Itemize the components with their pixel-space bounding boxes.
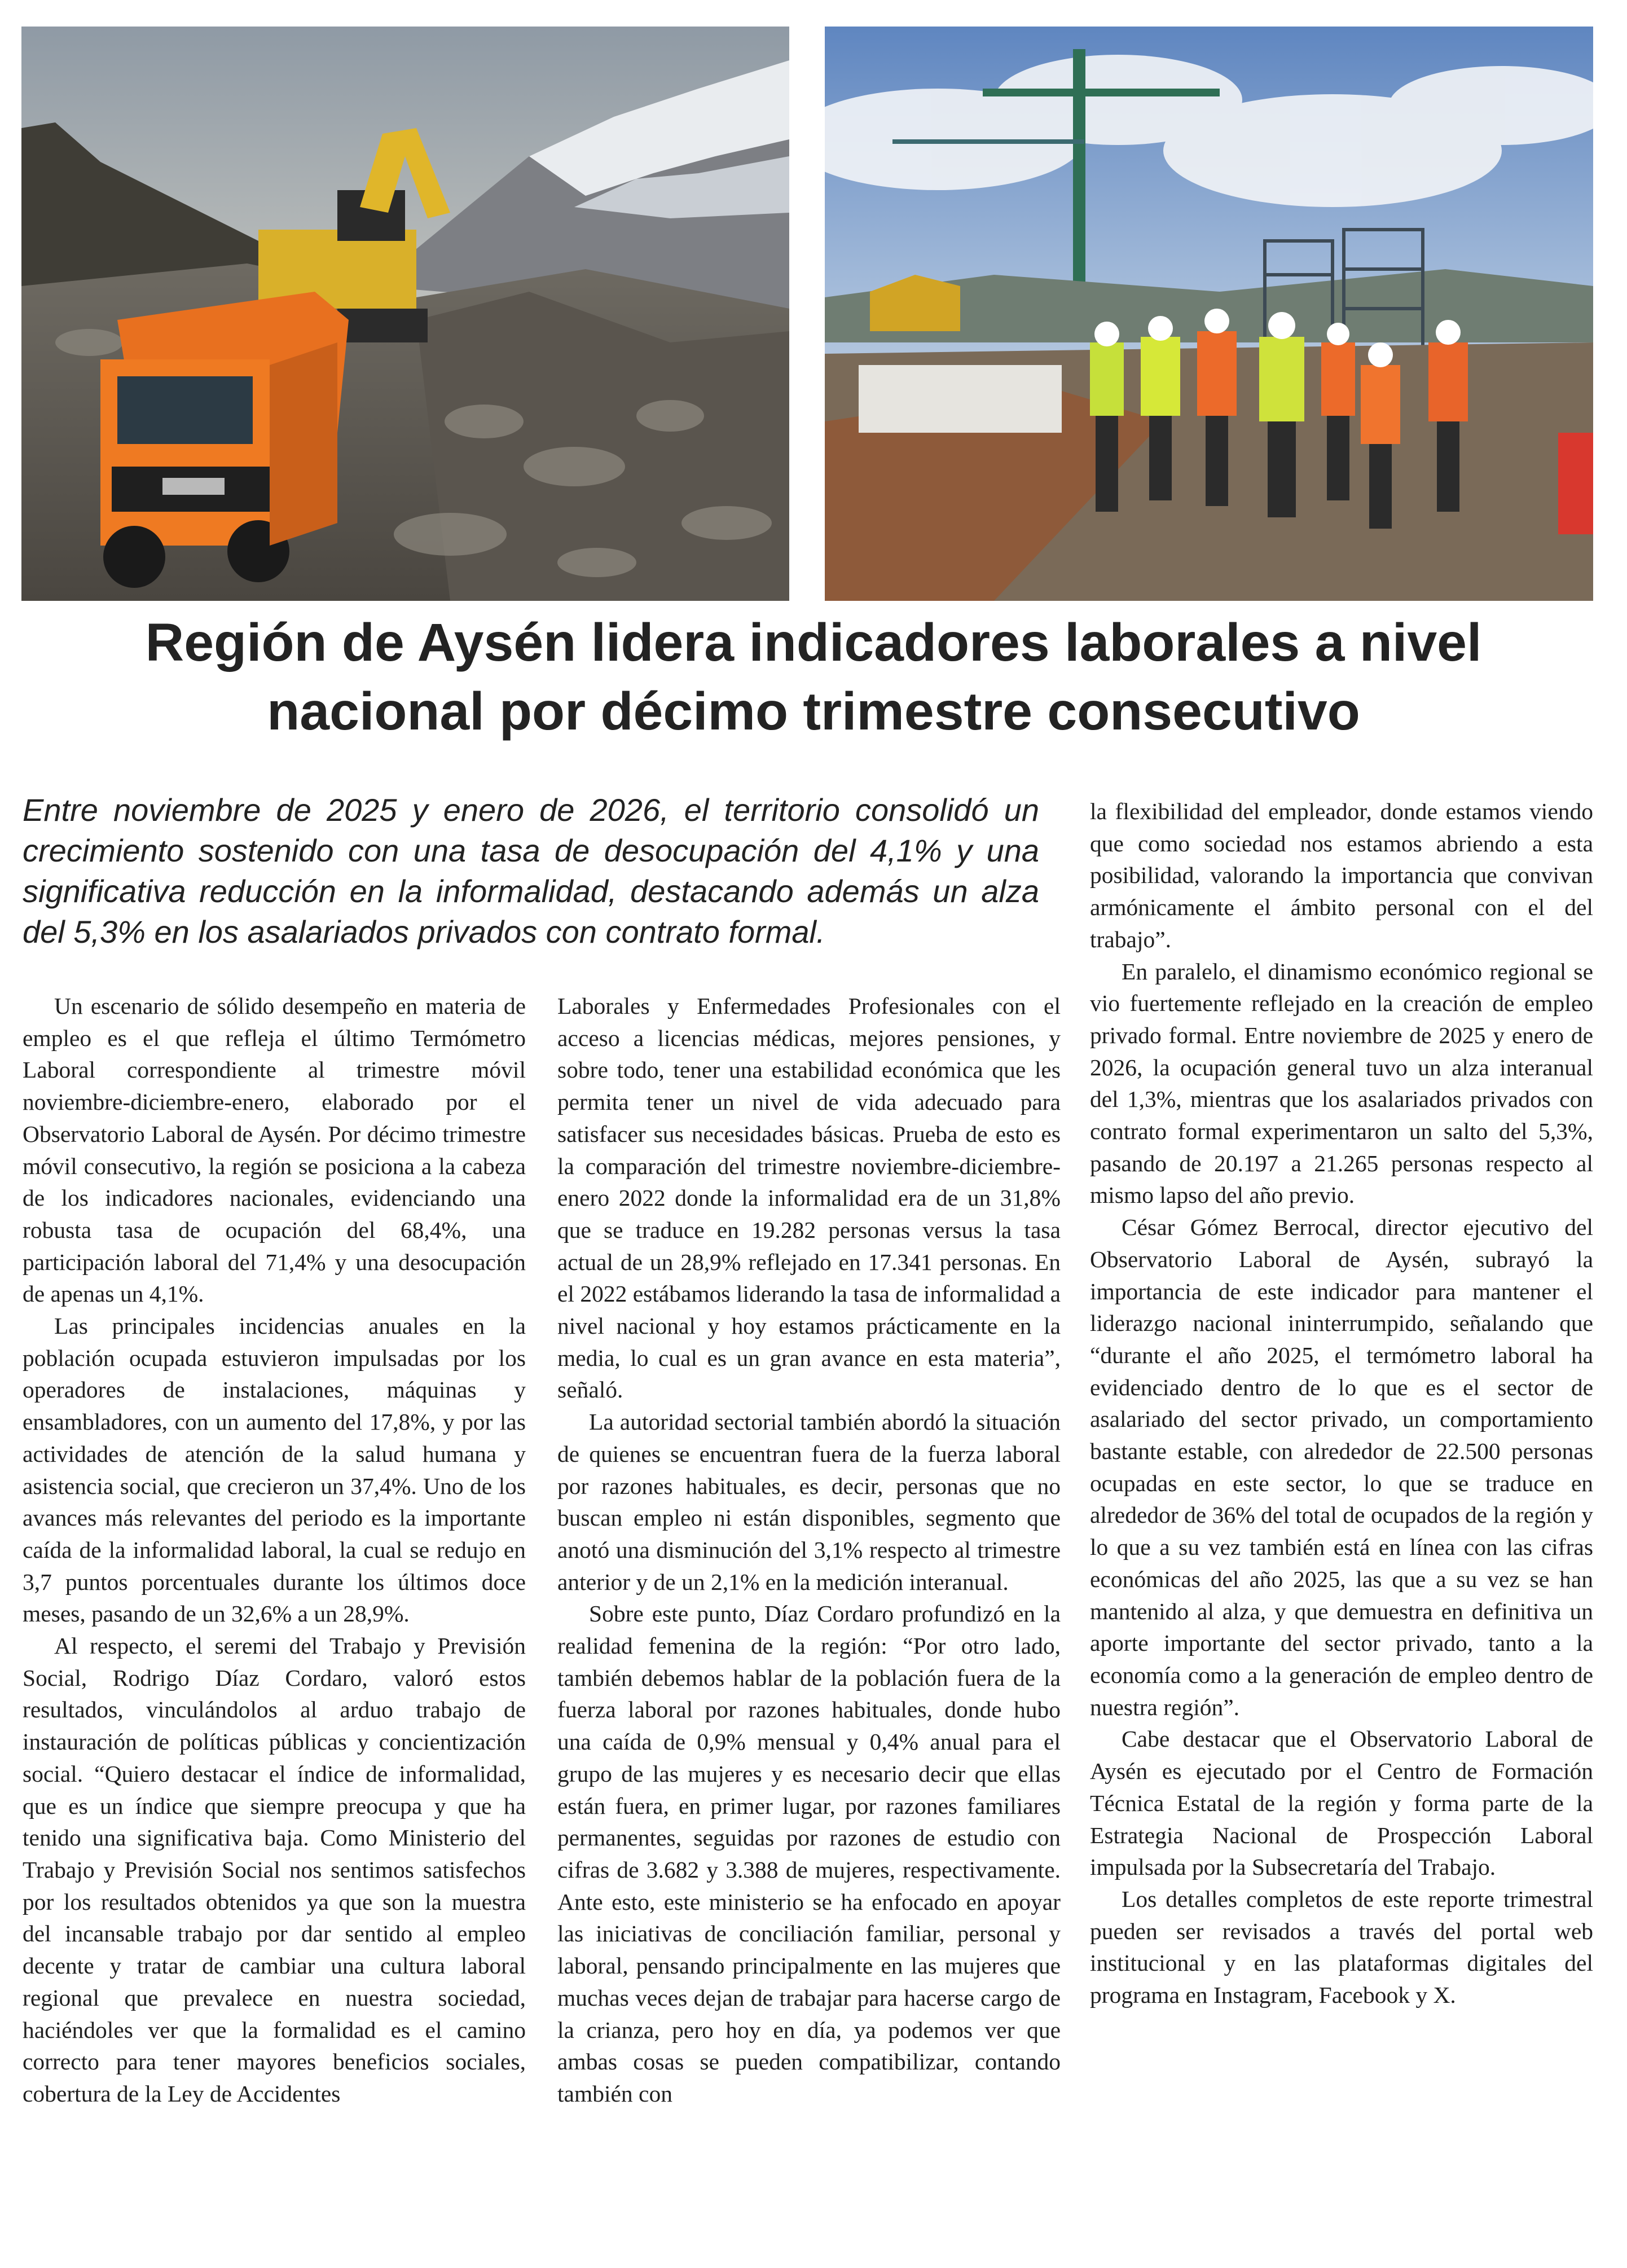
paragraph: Los detalles completos de este reporte trimestral pueden ser revisados a través del portal web institucional y en las plataformas digitales del programa en Instagram, Facebook y X. [1090,1885,1593,2008]
headline [34,608,1593,746]
headline-line-1: Región de Aysén lidera indicadores laborales a nivel [145,613,1482,673]
paragraph: Cabe destacar que el Observatorio Laboral de Aysén es ejecutado por el Centro de Formación Técnica Estatal de la región y forma parte de la Estrategia Nacional de Prospección Laboral impulsada por la Subsecretaría del Trabajo. [1090,1726,1593,1880]
paragraph: Al respecto, el seremi del Trabajo y Previsión Social, Rodrigo Díaz Cordaro, valoró estos resultados, vinculándolos al arduo trabajo de instauración de políticas públicas y concientización social. “Quiero destacar el índice de informalidad, que es un índice que siempre preocupa y que ha tenido una significativa baja. Como Ministerio del Trabajo y Previsión Social nos sentimos satisfechos por los resultados obtenidos ya que son la muestra del incansable trabajo por dar sentido al empleo decente y tratar de cambiar una cultura laboral regional que prevalece en nuestra sociedad, haciéndoles ver que la formalidad es el camino correcto para tener mayores beneficios sociales, cobertura de la Ley de Accidentes [23,1633,526,2107]
article-column-1 [23,990,526,2110]
paragraph: Un escenario de sólido desempeño en materia de empleo es el que refleja el último Termómetro Laboral correspondiente al trimestre móvil noviembre-diciembre-enero, elaborado por el Observatorio Laboral de Aysén. Por décimo trimestre móvil consecutivo, la región se posiciona a la cabeza de los indicadores nacionales, evidenciando una robusta tasa de ocupación del 68,4%, una participación laboral del 71,4% y una desocupación de apenas un 4,1%. [23,993,526,1307]
paragraph: Sobre este punto, Díaz Cordaro profundizó en la realidad femenina de la región: “Por otro lado, también debemos hablar de la población fuera de la fuerza laboral por razones habituales, donde hubo una caída de 0,9% mensual y 0,4% anual para el grupo de las mujeres y es necesario decir que ellas están fuera, en primer lugar, por razones familiares permanentes, seguidas por razones de estudio con cifras de 3.682 y 3.388 de mujeres, respectivamente. Ante esto, este ministerio se ha enfocado en apoyar las iniciativas de conciliación familiar, personal y laboral, pensando principalmente en las mujeres que muchas veces dejan de trabajar para hacerse cargo de la crianza, pero hoy en día, ya podemos ver que ambas cosas se pueden compatibilizar, contando también con [557,1601,1061,2107]
paragraph: En paralelo, el dinamismo económico regional se vio fuertemente reflejado en la creación de empleo privado formal. Entre noviembre de 2025 y enero de 2026, la ocupación general tuvo un alza interanual del 1,3%, mientras que los asalariados privados con contrato formal experimentaron un salto del 5,3%, pasando de 20.197 a 21.265 personas respecto al mismo lapso del año previo. [1090,958,1593,1208]
construction-site-illustration [825,27,1593,601]
paragraph: César Gómez Berrocal, director ejecutivo del Observatorio Laboral de Aysén, subrayó la importancia de este indicador para mantener el liderazgo nacional ininterrumpido, señalando que “durante el año 2025, el termómetro laboral ha evidenciado dentro de lo que es el sector de asalariado del sector privado, un comportamiento bastante estable, con alrededor de 22.500 personas ocupadas en este sector, lo que se traduce en alrededor de 36% del total de ocupados de la región y lo que a su vez también está en línea con las cifras económicas del año 2025, las que a su vez se han mantenido al alza, y que demuestra en definitiva un aporte importante del sector privado, tanto a la economía como a la generación de empleo dentro de nuestra región”. [1090,1214,1593,1720]
quarry-truck-photo [21,27,789,601]
paragraph-continued: Laborales y Enfermedades Profesionales con el acceso a licencias médicas, mejores pensiones, y sobre todo, tener una estabilidad económica que les permita tener un nivel de vida adecuado para satisfacer sus necesidades básicas. Prueba de esto es la comparación del trimestre noviembre-diciembre-enero 2022 donde la informalidad era de un 31,8% que se traduce en 19.282 personas versus la tasa actual de un 28,9% reflejado en 17.341 personas. En el 2022 estábamos liderando la tasa de informalidad a nivel nacional y hoy estamos prácticamente en la media, lo cual es un gran avance en esta materia”, señaló. [557,993,1061,1403]
quarry-truck-illustration [21,27,789,601]
construction-workers-photo [825,27,1593,601]
headline-line-2: nacional por décimo trimestre consecutivo [267,682,1360,741]
article-column-3 [1090,795,1593,2011]
paragraph: La autoridad sectorial también abordó la situación de quienes se encuentran fuera de la fuerza laboral por razones habituales, es decir, personas que no buscan empleo ni están disponibles, segmento que anotó una disminución del 3,1% respecto al trimestre anterior y de un 2,1% en la medición interanual. [557,1409,1061,1595]
paragraph-continued: la flexibilidad del empleador, donde estamos viendo que como sociedad nos estamos abriendo a esta posibilidad, valorando la importancia que convivan armónicamente el ámbito personal con el del trabajo”. [1090,798,1593,952]
lead-paragraph: Entre noviembre de 2025 y enero de 2026, el territorio consolidó un crecimiento sostenido con una tasa de desocupación del 4,1% y una significativa reducción en la informalidad, destacando además un alza del 5,3% en los asalariados privados con contrato formal. [23,792,1039,950]
article-column-2 [557,990,1061,2110]
paragraph: Las principales incidencias anuales en la población ocupada estuvieron impulsadas por los operadores de instalaciones, máquinas y ensambladores, con un aumento del 17,8%, y por las actividades de atención de la salud humana y asistencia social, que crecieron un 37,4%. Uno de los avances más relevantes del periodo es la importante caída de la informalidad laboral, la cual se redujo en 3,7 puntos porcentuales durante los últimos doce meses, pasando de un 32,6% a un 28,9%. [23,1313,526,1627]
